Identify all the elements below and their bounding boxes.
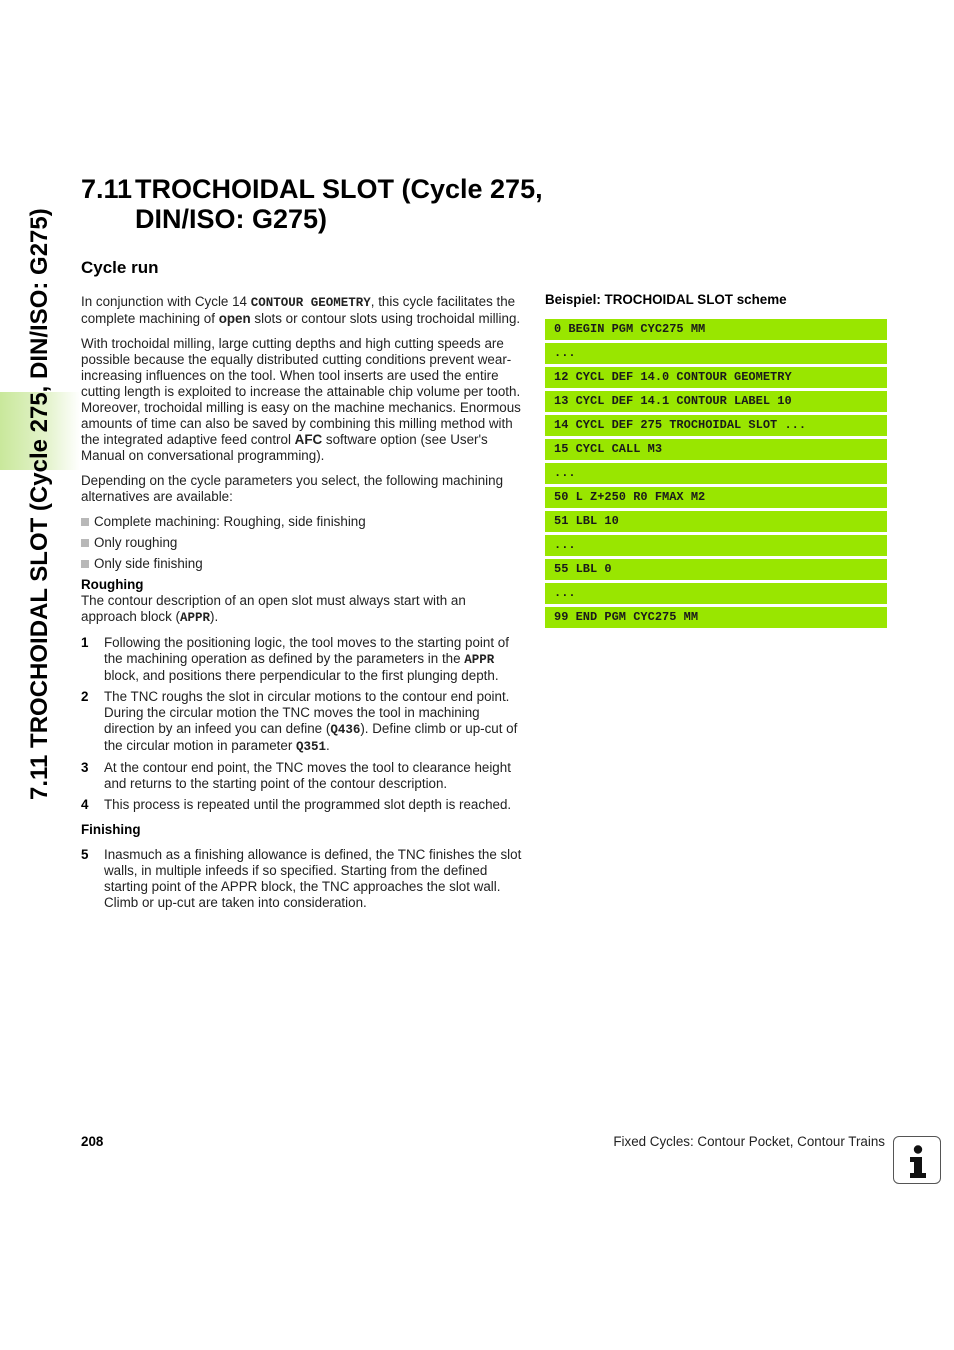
info-glyph-icon <box>894 1137 942 1185</box>
list-item: Only side finishing <box>81 556 525 572</box>
square-bullet-icon <box>81 560 89 568</box>
title-line-2: DIN/ISO: G275) <box>135 204 328 234</box>
bold-open: open <box>218 311 251 326</box>
roughing-text: The contour description of an open slot must always start with an approach block (APPR). <box>81 593 466 625</box>
step-item: 5 Inasmuch as a finishing allowance is defined, the TNC finishes the slot walls, in multiple infeeds if so specified. Starting from the defined starting point of the APPR block, the TNC approaches the slot wall. Climb or up-cut are taken into consideration. <box>81 847 522 910</box>
square-bullet-icon <box>81 518 89 526</box>
code-line: 99 END PGM CYC275 MM <box>545 607 887 628</box>
section-title: Cycle run <box>81 258 159 277</box>
intro-paragraph-3: Depending on the cycle parameters you select, the following machining alternatives are available: <box>81 473 504 504</box>
code-line: ... <box>545 535 887 556</box>
list-item: Complete machining: Roughing, side finishing <box>81 514 525 530</box>
code-contour-geometry: CONTOUR GEOMETRY <box>250 296 371 310</box>
step-item: 4 This process is repeated until the programmed slot depth is reached. <box>81 797 512 812</box>
chapter-title: Fixed Cycles: Contour Pocket, Contour Trains <box>613 1134 885 1149</box>
code-line: 55 LBL 0 <box>545 559 887 580</box>
bold-afc: AFC <box>294 432 323 447</box>
step-item: 1 Following the positioning logic, the tool moves to the starting point of the machining operation as defined by the parameters in the APPR block, and positions there perpendicular to the first plunging depth. <box>81 635 509 683</box>
finishing-steps <box>81 847 525 911</box>
code-block <box>545 319 887 628</box>
section-number: 7.11 <box>81 174 133 204</box>
code-line: 12 CYCL DEF 14.0 CONTOUR GEOMETRY <box>545 367 887 388</box>
code-line: 50 L Z+250 R0 FMAX M2 <box>545 487 887 508</box>
alternatives-list <box>81 514 525 572</box>
finishing-heading: Finishing <box>81 822 141 837</box>
example-column <box>545 292 887 631</box>
code-line: 14 CYCL DEF 275 TROCHOIDAL SLOT ... <box>545 415 887 436</box>
code-line: 13 CYCL DEF 14.1 CONTOUR LABEL 10 <box>545 391 887 412</box>
main-text-column <box>81 294 525 920</box>
square-bullet-icon <box>81 539 89 547</box>
roughing-heading: Roughing <box>81 577 144 592</box>
page-title <box>81 174 543 234</box>
code-line: 15 CYCL CALL M3 <box>545 439 887 460</box>
info-icon <box>893 1136 941 1184</box>
example-title: Beispiel: TROCHOIDAL SLOT scheme <box>545 292 787 307</box>
code-line: 51 LBL 10 <box>545 511 887 532</box>
intro-paragraph-1: In conjunction with Cycle 14 CONTOUR GEOMETRY, this cycle facilitates the complete machining of open slots or contour slots using trochoidal milling. <box>81 294 521 326</box>
code-line: ... <box>545 463 887 484</box>
step-item: 3 At the contour end point, the TNC moves the tool to clearance height and returns to the starting point of the contour description. <box>81 760 511 791</box>
roughing-steps <box>81 635 525 813</box>
code-line: ... <box>545 343 887 364</box>
code-line: 0 BEGIN PGM CYC275 MM <box>545 319 887 340</box>
page-number: 208 <box>81 1134 104 1149</box>
step-item: 2 The TNC roughs the slot in circular motions to the contour end point. During the circular motion the TNC moves the tool in machining direction by an infeed you can define (Q436). Define climb or up-cut of the circular motion in parameter Q351. <box>81 689 518 754</box>
side-tab-title: 7.11 TROCHOIDAL SLOT (Cycle 275, DIN/ISO: G275) <box>26 208 53 800</box>
title-line-1: TROCHOIDAL SLOT (Cycle 275, <box>135 174 543 204</box>
intro-paragraph-2: With trochoidal milling, large cutting depths and high cutting speeds are possible because the equally distributed cutting conditions prevent wear-increasing influences on the tool. When tool inserts are used the entire cutting length is exploited to increase the attainable chip volume per tooth. Moreover, trochoidal milling is easy on the machine mechanics. Enormous amounts of time can also be saved by combining this milling method with the integrated adaptive feed control AFC software option (see User's Manual on conversational programming). <box>81 336 521 463</box>
code-line: ... <box>545 583 887 604</box>
side-tab <box>22 180 58 800</box>
list-item: Only roughing <box>81 535 525 551</box>
